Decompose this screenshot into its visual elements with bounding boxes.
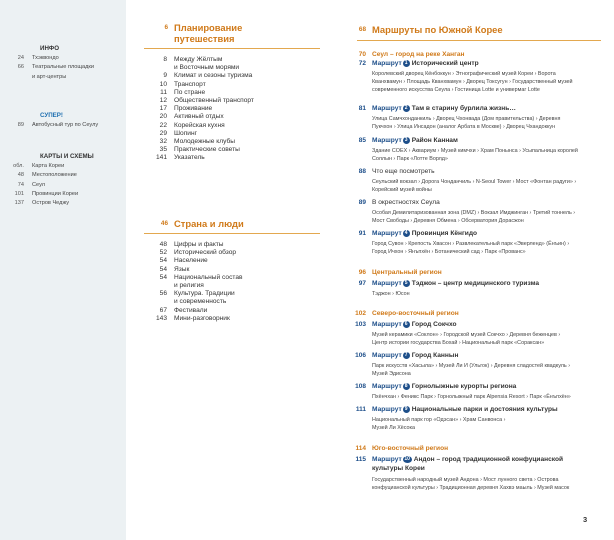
toc-item[interactable]: 8 Между Жёлтым <box>163 56 223 63</box>
sidebar-maps-title: КАРТЫ И СХЕМЫ <box>40 153 94 160</box>
sidebar-info-item[interactable]: 24 Тхэквондо <box>17 55 59 62</box>
route-entry[interactable]: 85 Маршрут 3 Район Каннам <box>358 136 458 144</box>
route-stops: Национальный парк гор «Одэсан» › Храм Санвонса › Музей Ли Хёсока <box>372 417 506 432</box>
route-stops: Город Сувон › Крепость Хвасон › Развлекательный парк «Эверленд» (Ёнъин) › Город Ичхон › Янъпхён › Ботанический сад › Парк «Прованс» <box>372 241 570 256</box>
country-heading[interactable] <box>126 218 316 229</box>
route-number-badge: 10 <box>404 455 410 462</box>
route-stops: Королевский дворец Кёнбоккун › Этнографический музей Кореи › Ворота Кванхвамун › Площадь Кванхвамун › Дворец Токсугун › Государственный музей современного искусства Сеула › Гостиница Lotte и универмаг Lotte <box>372 71 573 94</box>
country-divider <box>144 233 320 234</box>
toc-item[interactable]: 10 Транспорт <box>159 80 206 88</box>
route-stops: Здание COEX › Аквариум › Музей кимчхи › Храм Понынса › Усыпальница королей Соллын › Парк «Лотте Ворлд» <box>372 148 578 163</box>
route-stops: Улица Самчхонданкиль › Дворец Чхонвада (Дом правительства) › Деревня Пукчхон › Улица Инсадон (аналог Арбата в Москве) › Дворец Чхандоккун <box>372 116 561 131</box>
page-number: 3 <box>583 515 588 524</box>
planning-list <box>126 56 321 163</box>
toc-item[interactable]: 29 Шопинг <box>159 129 198 137</box>
region-heading[interactable]: 70 Сеул – город на реке Ханган <box>358 51 465 58</box>
region-heading[interactable]: 114 Юго-восточный регион <box>355 445 449 452</box>
route-entry[interactable]: 97 Маршрут 5 Тэджон – центр медицинского туризма <box>358 279 540 287</box>
toc-item[interactable]: 11 По стране <box>160 88 206 96</box>
route-stops: Государственный народный музей Андона › Мост лунного света › Острова конфуцианской культуры › Традиционная деревня Хахвэ маыль › Музей масок <box>372 477 570 492</box>
route-number-badge: 9 <box>403 406 410 413</box>
toc-item[interactable]: 54 Население <box>159 257 208 265</box>
country-list <box>126 241 321 323</box>
route-entry[interactable]: 108 Маршрут 8 Горнолыжные курорты региона <box>355 382 517 390</box>
route-number-badge: 8 <box>403 383 410 390</box>
sidebar-map-item[interactable]: обл. Карта Кореи <box>13 163 65 170</box>
planning-divider <box>144 48 320 49</box>
routes-title: Маршруты по Южной Корее <box>372 24 503 35</box>
toc-item[interactable]: 20 Активный отдых <box>159 113 224 121</box>
route-stops: Парк искусств «Хасыла» › Музей Ли И (Ульгок) › Деревня сладостей квадкуль › Музей Эдисона <box>372 363 571 378</box>
sidebar-super-title: СУПЕР! <box>40 112 63 119</box>
toc-item[interactable]: 32 Молодежные клубы <box>159 138 235 146</box>
route-number-badge: 2 <box>403 105 410 112</box>
toc-item[interactable]: 22 Корейская кухня <box>159 121 225 129</box>
route-entry[interactable]: 103 Маршрут 6 Город Сокчхо <box>355 320 457 328</box>
route-entry[interactable]: 111 Маршрут 9 Национальные парки и достояния культуры <box>355 405 558 413</box>
toc-item: и Восточным морями <box>174 64 240 72</box>
toc-item: и современность <box>174 298 227 306</box>
planning-title: Планирование путешествия <box>174 22 243 44</box>
sidebar-info-title: ИНФО <box>40 45 60 52</box>
toc-item[interactable]: 54 Язык <box>159 265 190 273</box>
route-number-badge: 7 <box>403 352 410 359</box>
toc-item[interactable]: 67 Фестивали <box>159 306 208 314</box>
route-number-badge: 5 <box>403 280 410 287</box>
route-entry[interactable]: 89 В окрестностях Сеула <box>358 199 440 206</box>
routes-heading[interactable] <box>339 24 601 35</box>
sidebar-super-item[interactable]: 89 Автобусный тур по Сеулу <box>17 122 99 129</box>
toc-item[interactable]: 17 Проживание <box>159 105 213 113</box>
route-entry[interactable]: 72 Маршрут 1 Исторический центр <box>358 59 479 67</box>
sidebar-info-section <box>0 44 126 82</box>
sidebar-map-item[interactable]: 74 Сеул <box>17 181 46 188</box>
route-entry[interactable]: 81 Маршрут 2 Там в старину бурлила жизнь… <box>358 104 516 112</box>
country-page-number: 46 <box>160 220 168 227</box>
toc-item[interactable]: 9 Климат и сезоны туризма <box>163 72 253 80</box>
route-entry[interactable]: 115 Маршрут 10 Андон – город традиционной конфуцианской культуры Кореи <box>355 455 564 472</box>
routes-divider <box>357 40 601 41</box>
route-entry[interactable]: 88 Что еще посмотреть <box>358 168 435 175</box>
sidebar-info-item[interactable]: 66 Театральные площадки <box>17 64 94 71</box>
toc-item[interactable]: 12 Общественный транспорт <box>159 97 254 105</box>
route-entry[interactable]: 91 Маршрут 4 Провинция Кёнгидо <box>358 229 478 237</box>
sidebar-info-item: и арт-центры <box>32 73 67 80</box>
country-title: Страна и люди <box>174 218 244 229</box>
planning-page-number: 6 <box>164 24 168 31</box>
sidebar-super-section <box>0 111 126 130</box>
toc-item[interactable]: 56 Культура. Традиции <box>159 290 235 298</box>
route-stops: Тэджон › Юсон <box>372 291 410 297</box>
planning-heading[interactable] <box>126 22 316 44</box>
route-number-badge: 1 <box>403 60 410 67</box>
toc-item[interactable]: 35 Практические советы <box>159 146 240 154</box>
route-stops: Особая Демилитаризованная зона (DMZ) › Вокзал Имджинган › Третий тоннель › Мост Свободы › Деревня Обмена › Обсерватория Дорасжон <box>372 210 576 225</box>
route-number-badge: 3 <box>403 137 410 144</box>
toc-item[interactable]: 141 Указатель <box>155 154 205 162</box>
toc-item[interactable]: 52 Исторический обзор <box>159 249 237 257</box>
region-heading[interactable]: 96 Центральный регион <box>358 269 442 276</box>
sidebar-map-item[interactable]: 137 Остров Чеджу <box>14 200 70 207</box>
toc-item[interactable]: 54 Национальный состав <box>159 273 243 281</box>
route-stops: Сеульский вокзал › Дорога Чонданчиль › N-Seoul Tower › Мост «Фонтан радуги» › Корейский музей войны <box>372 179 577 194</box>
route-stops: Музей керамики «Соклон» › Городской музей Сокчхо › Деревня беженцев › Центр истории государства Бохай › Национальный парк «Сораксан» <box>372 332 561 347</box>
region-heading[interactable]: 102 Северо-восточный регион <box>355 310 459 317</box>
toc-item: и религия <box>174 282 204 290</box>
toc-item[interactable]: 48 Цифры и факты <box>159 241 224 248</box>
sidebar-map-item[interactable]: 101 Провинции Кореи <box>14 190 79 197</box>
toc-item[interactable]: 143 Мини-разговорник <box>155 314 230 322</box>
route-number-badge: 4 <box>403 230 410 237</box>
routes-page-number: 68 <box>358 26 366 33</box>
sidebar-map-item[interactable]: 48 Местоположение <box>17 172 77 179</box>
route-stops: Пхёнчхан › Феникс Парк › Горнолыжный парк Alpensia Resort › Парк «Ёнъпхён» <box>372 394 571 400</box>
route-number-badge: 6 <box>403 321 410 328</box>
sidebar-maps-section <box>0 152 126 208</box>
route-entry[interactable]: 106 Маршрут 7 Город Каннын <box>355 351 459 359</box>
